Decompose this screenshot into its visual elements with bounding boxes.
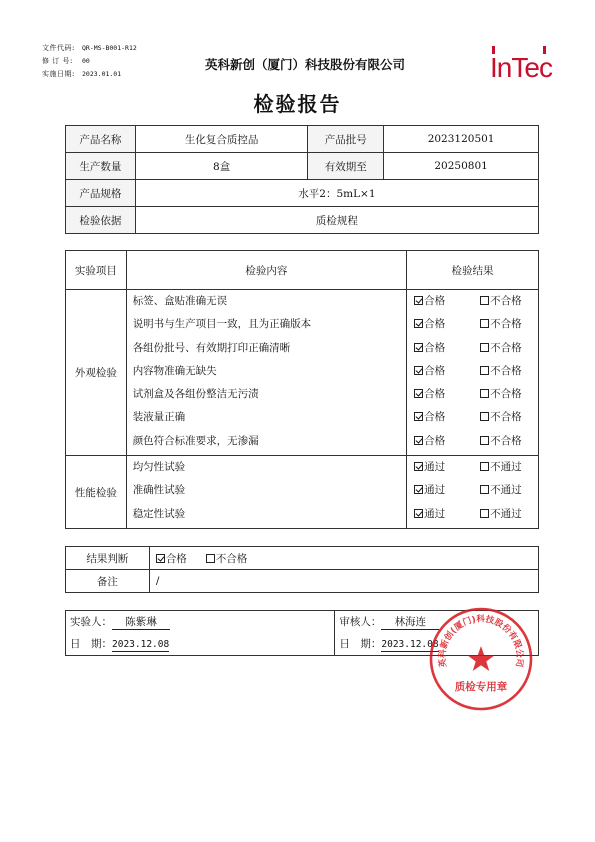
section-appearance: 外观检验 [66,290,127,456]
list-item: 颜色符合标准要求，无渗漏 [132,434,259,447]
appearance-contents [126,290,406,456]
checked-box-icon[interactable] [414,462,423,471]
performance-contents [126,456,406,529]
empty-box-icon[interactable] [480,319,489,328]
svg-text:英科新创(厦门)科技股份有限公司: 英科新创(厦门)科技股份有限公司 [437,614,525,668]
result-row: 合格 不合格 [407,360,538,383]
empty-box-icon[interactable] [480,389,489,398]
reviewer-cell: 审核人： 林海连 [335,611,539,634]
doc-meta-row: 修 订 号: 00 [42,57,90,65]
checked-box-icon[interactable] [414,366,423,375]
doc-meta-row: 实施日期: 2023.01.01 [42,70,122,78]
list-item: 试剂盒及各组份整洁无污渍 [132,388,259,401]
product-info-table [65,125,539,234]
result-row: 通过 不通过 [407,456,538,479]
empty-box-icon[interactable] [480,296,489,305]
empty-box-icon[interactable] [480,366,489,375]
spec-value: 水平2：5mL×1 [135,180,538,207]
svg-text:InTec: InTec [490,52,552,83]
empty-box-icon[interactable] [480,462,489,471]
list-item: 标签、盒贴准确无误 [132,295,228,307]
expiry-value: 20250801 [384,153,539,180]
empty-box-icon[interactable] [480,509,489,518]
product-name-label: 产品名称 [66,126,136,153]
inspection-table [65,250,539,529]
reviewer-date: 2023.12.08 [381,639,439,650]
doc-meta [42,42,137,81]
checked-box-icon[interactable] [414,319,423,328]
doc-meta-row: 文件代码: QR-MS-B001-R12 [42,44,137,52]
col-header-content: 检验内容 [126,251,406,290]
list-item: 稳定性试验 [132,507,186,520]
judgement-options: 合格 不合格 [149,547,538,570]
basis-label: 检验依据 [66,207,136,234]
checked-box-icon[interactable] [414,485,423,494]
empty-box-icon[interactable] [480,412,489,421]
checked-box-icon[interactable] [414,296,423,305]
result-row: 合格 不合格 [407,313,538,336]
tester-cell: 实验人： 陈紫琳 [66,611,335,634]
quantity-value: 8盒 [135,153,308,180]
checked-box-icon[interactable] [414,412,423,421]
quality-stamp [428,606,534,712]
result-row: 通过 不通过 [407,503,538,526]
batch-label: 产品批号 [308,126,384,153]
checked-box-icon[interactable] [156,554,165,563]
reviewer-name: 林海连 [381,616,439,630]
reviewer-date-cell: 日 期：2023.12.08 [335,633,539,656]
batch-value: 2023120501 [384,126,539,153]
judgement-label: 结果判断 [66,547,150,570]
result-row: 合格 不合格 [407,383,538,406]
result-row: 通过 不通过 [407,479,538,502]
checked-box-icon[interactable] [414,436,423,445]
judgement-table [65,546,539,593]
empty-box-icon[interactable] [480,485,489,494]
tester-date-cell: 日 期：2023.12.08 [66,633,335,656]
tester-name: 陈紫琳 [112,616,170,630]
list-item: 均匀性试验 [132,461,186,474]
checked-box-icon[interactable] [414,343,423,352]
empty-box-icon[interactable] [480,436,489,445]
svg-text:质检专用章: 质检专用章 [454,681,508,693]
result-row: 合格 不合格 [407,406,538,429]
company-name: 英科新创（厦门）科技股份有限公司 [204,57,405,72]
list-item: 内容物准确无缺失 [132,364,217,377]
spec-label: 产品规格 [66,180,136,207]
empty-box-icon[interactable] [206,554,215,563]
col-header-result: 检验结果 [407,251,539,290]
result-row: 合格 不合格 [407,290,538,313]
appearance-results [407,290,539,456]
section-performance: 性能检验 [66,456,127,529]
checked-box-icon[interactable] [414,509,423,518]
product-name-value: 生化复合质控品 [135,126,308,153]
col-header-item: 实验项目 [66,251,127,290]
quantity-label: 生产数量 [66,153,136,180]
remark-value: / [149,570,538,593]
empty-box-icon[interactable] [480,343,489,352]
list-item: 说明书与生产项目一致，且为正确版本 [132,318,312,331]
performance-results [407,456,539,529]
result-row: 合格 不合格 [407,430,538,453]
list-item: 准确性试验 [132,484,186,497]
page-title: 检验报告 [253,92,342,116]
list-item: 装液量正确 [132,411,186,424]
result-row: 合格 不合格 [407,337,538,360]
tester-date: 2023.12.08 [112,639,170,650]
list-item: 各组份批号、有效期打印正确清晰 [132,341,291,354]
company-logo [481,44,561,88]
checked-box-icon[interactable] [414,389,423,398]
basis-value: 质检规程 [135,207,538,234]
expiry-label: 有效期至 [308,153,384,180]
remark-label: 备注 [66,570,150,593]
